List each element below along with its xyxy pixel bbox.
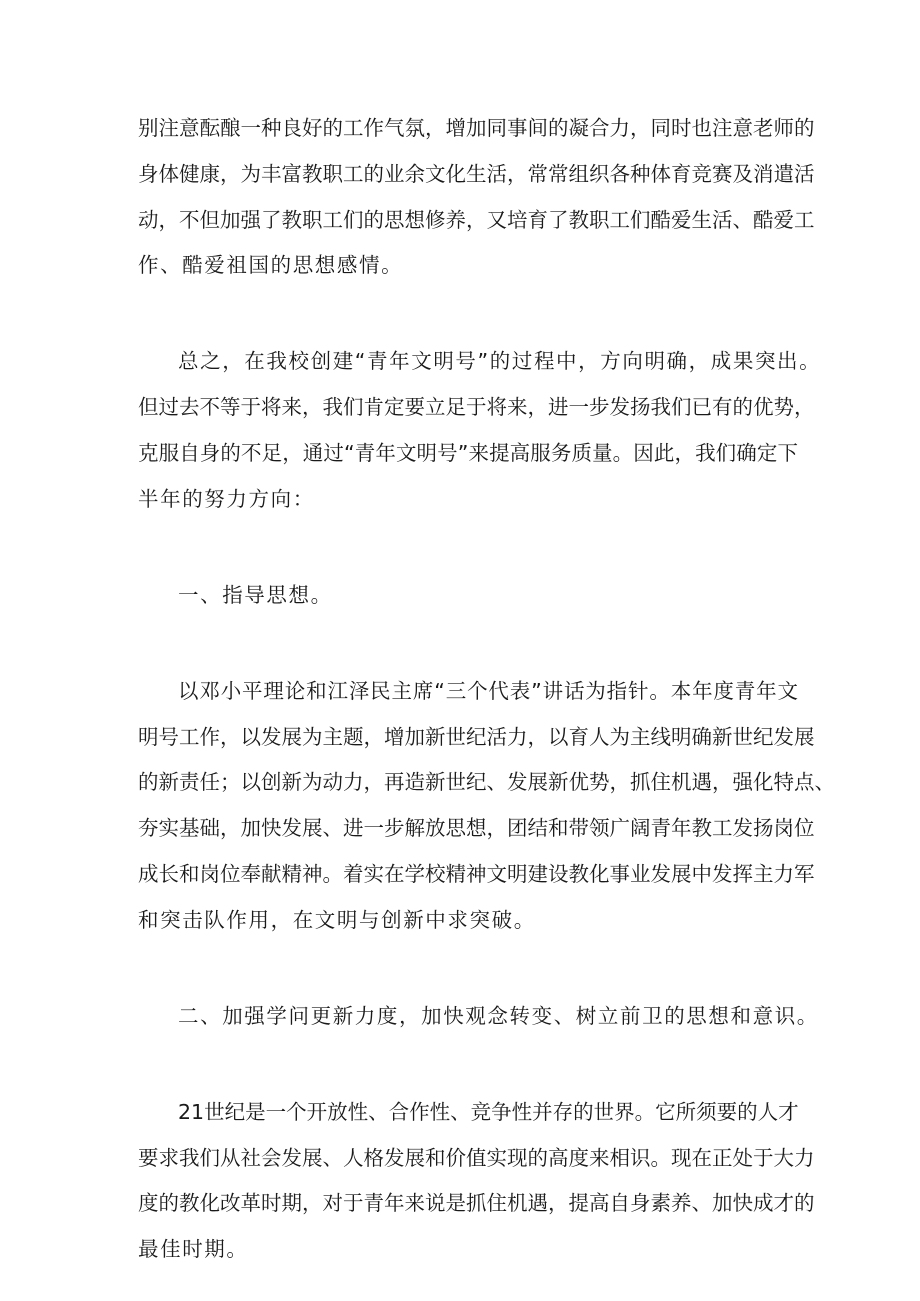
paragraph-line: 克服自身的不足，通过“青年文明号”来提高服务质量。因此，我们确定下 bbox=[138, 441, 798, 465]
paragraph-line: 别注意酝酿一种良好的工作气氛，增加同事间的凝合力，同时也注意老师的 bbox=[138, 116, 815, 140]
paragraph-line: 身体健康，为丰富教职工的业余文化生活，常常组织各种体育竞赛及消遣活 bbox=[138, 161, 815, 186]
paragraph-line: 要求我们从社会发展、人格发展和价值实现的高度来相识。现在正处于大力 bbox=[138, 1145, 815, 1170]
paragraph-line: 夯实基础，加快发展、进一步解放思想，团结和带领广阔青年教工发扬岗位 bbox=[138, 816, 815, 841]
paragraph-line: 和突击队作用，在文明与创新中求突破。 bbox=[138, 907, 536, 932]
paragraph-line: 作、酷爱祖国的思想感情。 bbox=[138, 253, 404, 278]
section-heading: 一、指导思想。 bbox=[178, 582, 333, 607]
paragraph-line: 度的教化改革时期，对于青年来说是抓住机遇，提高自身素养、加快成才的 bbox=[138, 1191, 815, 1216]
paragraph-line: 21世纪是一个开放性、合作性、竞争性并存的世界。它所须要的人才 bbox=[178, 1099, 799, 1124]
paragraph-line: 以邓小平理论和江泽民主席“三个代表”讲话为指针。本年度青年文 bbox=[178, 678, 798, 703]
paragraph-line: 成长和岗位奉献精神。着实在学校精神文明建设教化事业发展中发挥主力军 bbox=[138, 862, 815, 886]
paragraph-line: 但过去不等于将来，我们肯定要立足于将来，进一步发扬我们已有的优势， bbox=[138, 395, 815, 420]
paragraph-line: 的新责任；以创新为动力，再造新世纪、发展新优势，抓住机遇，强化特点、 bbox=[138, 770, 835, 795]
paragraph-line: 明号工作，以发展为主题，增加新世纪活力，以育人为主线明确新世纪发展 bbox=[138, 724, 815, 749]
section-heading: 二、加强学问更新力度，加快观念转变、树立前卫的思想和意识。 bbox=[178, 1003, 819, 1028]
paragraph-line: 半年的努力方向： bbox=[138, 486, 315, 511]
paragraph-line: 总之，在我校创建“青年文明号”的过程中，方向明确，成果突出。 bbox=[178, 349, 822, 374]
paragraph-line: 动，不但加强了教职工们的思想修养，又培育了教职工们酷爱生活、酷爱工 bbox=[138, 207, 815, 232]
paragraph-line: 最佳时期。 bbox=[138, 1237, 249, 1262]
